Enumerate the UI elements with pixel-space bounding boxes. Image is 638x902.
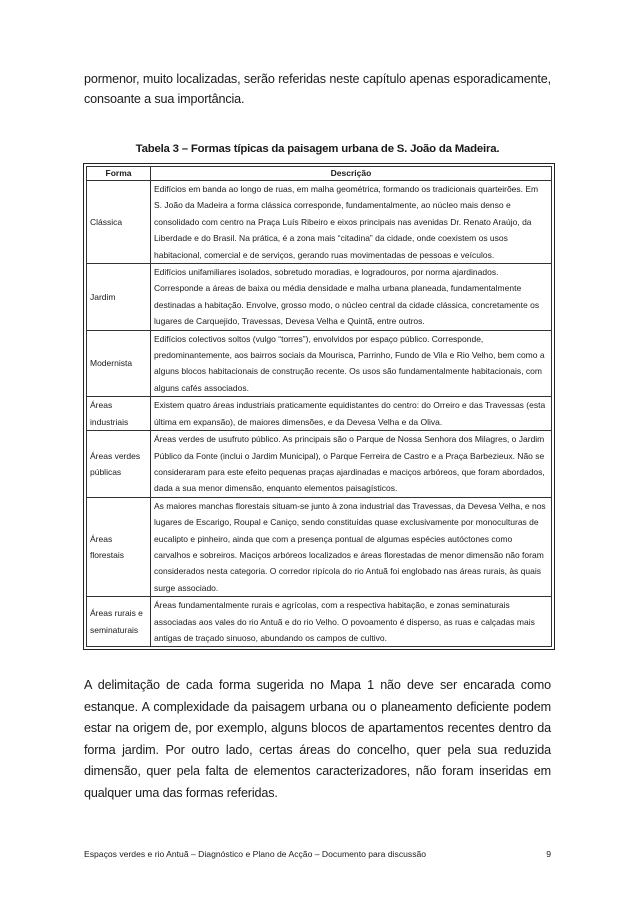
intro-paragraph: pormenor, muito localizadas, serão referidas neste capítulo apenas esporadicamente, consoante a sua importância.: [84, 72, 551, 106]
row-form: Clássica: [87, 181, 151, 264]
urban-forms-table: [86, 166, 552, 647]
table-row: [87, 497, 552, 596]
page-number: 9: [546, 849, 551, 859]
table-row: [87, 397, 552, 431]
table-row: [87, 181, 552, 264]
row-description: Existem quatro áreas industriais praticamente equidistantes do centro: do Orreiro e das Travessas (esta última em expansão), de maiores dimensões, e da Devesa Velha e da Oliva.: [151, 397, 552, 431]
table-caption: Tabela 3 – Formas típicas da paisagem urbana de S. João da Madeira.: [135, 143, 500, 155]
row-form: Jardim: [87, 264, 151, 331]
row-description: As maiores manchas florestais situam-se junto à zona industrial das Travessas, da Devesa Velha, e nos lugares de Escarigo, Roupal e Caniço, sendo constituídas quase exclusivamente por monoculturas de eucalipto e pinheiro, ainda que com a presença pontual de algumas espécies autóctones como carvalhos e sobreiros. Maciços arbóreos localizados e áreas florestadas de menor dimensão não foram considerados nesta categoria. O corredor ripícola do rio Antuã foi englobado nas áreas rurais, às quais surge associado.: [151, 497, 552, 596]
row-description: Edifícios colectivos soltos (vulgo “torres”), envolvidos por espaço público. Corresponde, predominantemente, aos bairros sociais da Mourisca, Parrinho, Fundo de Vila e Rio Velho, bem como a alguns blocos habitacionais de construção recente. Os usos são fundamentalmente habitacionais, com alguns cafés associados.: [151, 330, 552, 397]
page-footer: [84, 849, 551, 859]
row-form: Áreas rurais e seminaturais: [87, 597, 151, 647]
row-description: Edifícios unifamiliares isolados, sobretudo moradias, e logradouros, por norma ajardinados. Corresponde a áreas de baixa ou média densidade e malha urbana planeada, fundamentalmente destinadas a habitação. Envolve, grosso modo, o núcleo central da cidade clássica, concretamente os lugares de Carquejido, Travessas, Devesa Velha e Quintã, entre outros.: [151, 264, 552, 331]
row-form: Áreas florestais: [87, 497, 151, 596]
row-description: Áreas verdes de usufruto público. As principais são o Parque de Nossa Senhora dos Milagres, o Jardim Público da Fonte (inclui o Jardim Municipal), o Parque Ferreira de Castro e a Praça Barbezieux. Não se consideraram para este efeito pequenas praças ajardinadas e maciços arbóreos, que foram abordados, dada a sua menor dimensão, enquanto elementos paisagísticos.: [151, 431, 552, 498]
table-header-row: [87, 167, 552, 181]
table-row: [87, 264, 552, 331]
footer-text: Espaços verdes e rio Antuã – Diagnóstico e Plano de Acção – Documento para discussão: [84, 849, 427, 859]
table-row: [87, 431, 552, 498]
outro-paragraph: A delimitação de cada forma sugerida no Mapa 1 não deve ser encarada como estanque. A complexidade da paisagem urbana ou o planeamento deficiente podem estar na origem de, por exemplo, alguns blocos de apartamentos recentes dentro da forma jardim. Por outro lado, certas áreas do concelho, quer pela sua reduzida dimensão, quer pela falta de elementos caracterizadores, não foram inseridas em qualquer uma das formas referidas.: [84, 678, 551, 800]
row-form: Áreas industriais: [87, 397, 151, 431]
row-form: Áreas verdes públicas: [87, 431, 151, 498]
header-form: Forma: [87, 167, 151, 181]
row-description: Áreas fundamentalmente rurais e agrícolas, com a respectiva habitação, e zonas seminaturais associadas aos vales do rio Antuã e do rio Velho. O povoamento é disperso, as ruas e calçadas mais antigas de traçado sinuoso, abundando os campos de cultivo.: [151, 597, 552, 647]
header-description: Descrição: [151, 167, 552, 181]
table-row: [87, 597, 552, 647]
table-row: [87, 330, 552, 397]
row-form: Modernista: [87, 330, 151, 397]
row-description: Edifícios em banda ao longo de ruas, em malha geométrica, formando os tradicionais quarteirões. Em S. João da Madeira a forma clássica corresponde, fundamentalmente, ao núcleo mais denso e consolidado com centro na Praça Luís Ribeiro e eixos principais nas avenidas Dr. Renato Araújo, da Liberdade e do Brasil. Na prática, é a zona mais “citadina” da cidade, onde coexistem os usos habitacional, comercial e de serviços, gerando ruas movimentadas de pessoas e veículos.: [151, 181, 552, 264]
